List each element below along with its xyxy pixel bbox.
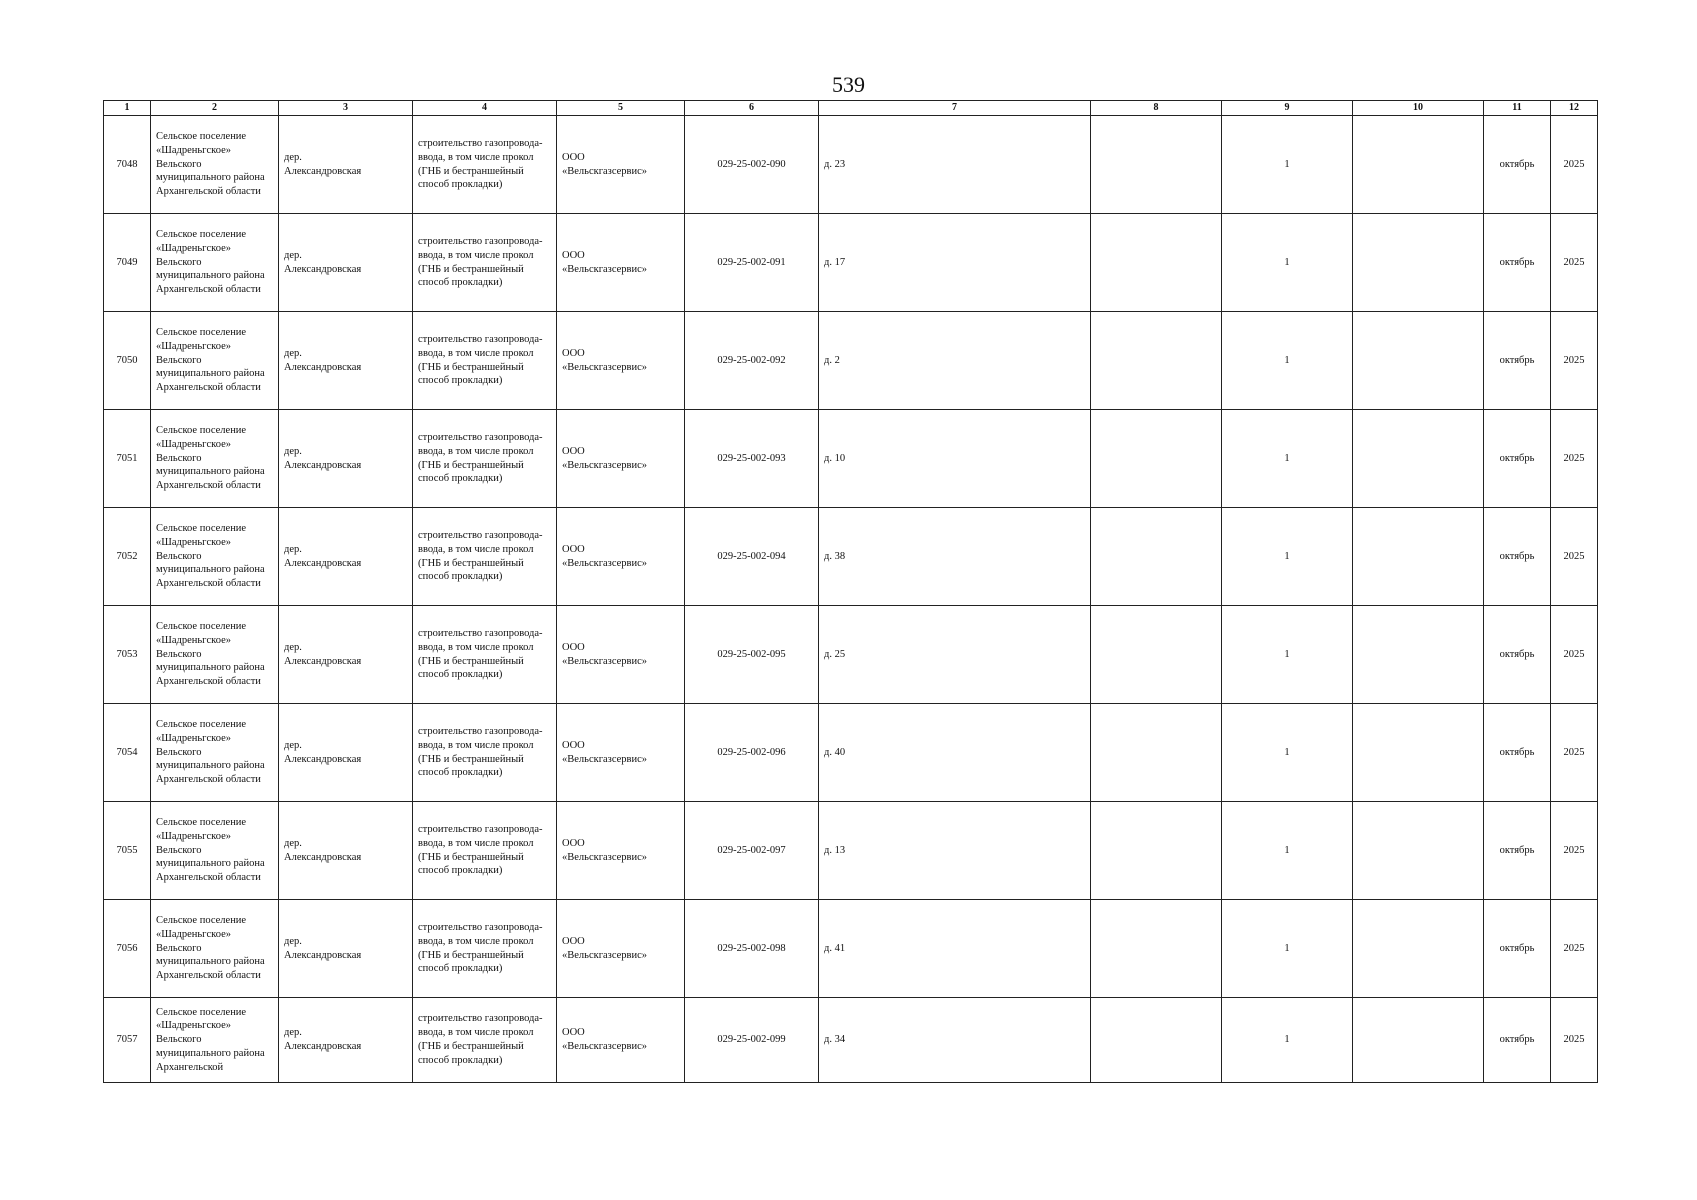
locality-name: дер. Александровская [279, 312, 413, 410]
row-number: 7053 [104, 606, 151, 704]
work-description: строительство газопровода-ввода, в том числе прокол (ГНБ и бестраншейный способ прокладки) [413, 508, 557, 606]
column-header: 5 [557, 101, 685, 116]
cell-col8 [1091, 214, 1222, 312]
month: октябрь [1484, 606, 1551, 704]
column-header: 7 [819, 101, 1091, 116]
month: октябрь [1484, 214, 1551, 312]
table-row [104, 410, 1598, 508]
organization-name: ООО «Вельскгазсервис» [557, 704, 685, 802]
house-address: д. 17 [819, 214, 1091, 312]
year: 2025 [1551, 410, 1598, 508]
cell-col10 [1353, 606, 1484, 704]
column-header: 2 [151, 101, 279, 116]
cell-col10 [1353, 312, 1484, 410]
cell-col8 [1091, 802, 1222, 900]
settlement-name: Сельское поселение «Шадреньгское» Вельского муниципального района Архангельской области [151, 116, 279, 214]
year: 2025 [1551, 802, 1598, 900]
work-description: строительство газопровода-ввода, в том числе прокол (ГНБ и бестраншейный способ прокладки) [413, 116, 557, 214]
month: октябрь [1484, 312, 1551, 410]
cell-col8 [1091, 704, 1222, 802]
column-header: 11 [1484, 101, 1551, 116]
year: 2025 [1551, 998, 1598, 1083]
settlement-name: Сельское поселение «Шадреньгское» Вельского муниципального района Архангельской области [151, 900, 279, 998]
table-body [104, 116, 1598, 1083]
year: 2025 [1551, 704, 1598, 802]
organization-name: ООО «Вельскгазсервис» [557, 998, 685, 1083]
year: 2025 [1551, 508, 1598, 606]
quantity: 1 [1222, 116, 1353, 214]
cell-col8 [1091, 900, 1222, 998]
object-code: 029-25-002-098 [685, 900, 819, 998]
month: октябрь [1484, 998, 1551, 1083]
cell-col10 [1353, 214, 1484, 312]
work-description: строительство газопровода-ввода, в том числе прокол (ГНБ и бестраншейный способ прокладки) [413, 312, 557, 410]
object-code: 029-25-002-095 [685, 606, 819, 704]
column-header: 6 [685, 101, 819, 116]
house-address: д. 40 [819, 704, 1091, 802]
locality-name: дер. Александровская [279, 116, 413, 214]
cell-col10 [1353, 900, 1484, 998]
house-address: д. 23 [819, 116, 1091, 214]
table-row [104, 900, 1598, 998]
cell-col10 [1353, 802, 1484, 900]
year: 2025 [1551, 606, 1598, 704]
registry-table [103, 100, 1598, 1083]
object-code: 029-25-002-094 [685, 508, 819, 606]
year: 2025 [1551, 116, 1598, 214]
cell-col8 [1091, 998, 1222, 1083]
organization-name: ООО «Вельскгазсервис» [557, 606, 685, 704]
month: октябрь [1484, 116, 1551, 214]
quantity: 1 [1222, 900, 1353, 998]
organization-name: ООО «Вельскгазсервис» [557, 214, 685, 312]
header-row [104, 101, 1598, 116]
cell-col10 [1353, 508, 1484, 606]
cell-col10 [1353, 704, 1484, 802]
object-code: 029-25-002-091 [685, 214, 819, 312]
table-row [104, 508, 1598, 606]
row-number: 7052 [104, 508, 151, 606]
column-header: 4 [413, 101, 557, 116]
cell-col10 [1353, 998, 1484, 1083]
row-number: 7056 [104, 900, 151, 998]
column-header: 8 [1091, 101, 1222, 116]
year: 2025 [1551, 214, 1598, 312]
organization-name: ООО «Вельскгазсервис» [557, 802, 685, 900]
quantity: 1 [1222, 214, 1353, 312]
cell-col8 [1091, 116, 1222, 214]
row-number: 7057 [104, 998, 151, 1083]
house-address: д. 2 [819, 312, 1091, 410]
organization-name: ООО «Вельскгазсервис» [557, 900, 685, 998]
quantity: 1 [1222, 704, 1353, 802]
house-address: д. 34 [819, 998, 1091, 1083]
locality-name: дер. Александровская [279, 410, 413, 508]
month: октябрь [1484, 802, 1551, 900]
organization-name: ООО «Вельскгазсервис» [557, 312, 685, 410]
row-number: 7048 [104, 116, 151, 214]
table-row [104, 312, 1598, 410]
locality-name: дер. Александровская [279, 508, 413, 606]
table-row [104, 214, 1598, 312]
column-header: 9 [1222, 101, 1353, 116]
table-row [104, 606, 1598, 704]
locality-name: дер. Александровская [279, 214, 413, 312]
house-address: д. 13 [819, 802, 1091, 900]
settlement-name: Сельское поселение «Шадреньгское» Вельского муниципального района Архангельской области [151, 410, 279, 508]
cell-col8 [1091, 312, 1222, 410]
column-header: 12 [1551, 101, 1598, 116]
organization-name: ООО «Вельскгазсервис» [557, 116, 685, 214]
object-code: 029-25-002-096 [685, 704, 819, 802]
settlement-name: Сельское поселение «Шадреньгское» Вельского муниципального района Архангельской области [151, 704, 279, 802]
locality-name: дер. Александровская [279, 900, 413, 998]
locality-name: дер. Александровская [279, 606, 413, 704]
locality-name: дер. Александровская [279, 802, 413, 900]
year: 2025 [1551, 312, 1598, 410]
settlement-name: Сельское поселение «Шадреньгское» Вельского муниципального района Архангельской области [151, 802, 279, 900]
work-description: строительство газопровода-ввода, в том числе прокол (ГНБ и бестраншейный способ прокладки) [413, 410, 557, 508]
table-row [104, 116, 1598, 214]
row-number: 7049 [104, 214, 151, 312]
cell-col8 [1091, 508, 1222, 606]
object-code: 029-25-002-090 [685, 116, 819, 214]
settlement-name: Сельское поселение «Шадреньгское» Вельского муниципального района Архангельской области [151, 214, 279, 312]
column-header: 10 [1353, 101, 1484, 116]
row-number: 7051 [104, 410, 151, 508]
settlement-name: Сельское поселение «Шадреньгское» Вельского муниципального района Архангельской [151, 998, 279, 1083]
organization-name: ООО «Вельскгазсервис» [557, 410, 685, 508]
work-description: строительство газопровода-ввода, в том числе прокол (ГНБ и бестраншейный способ прокладки) [413, 606, 557, 704]
year: 2025 [1551, 900, 1598, 998]
locality-name: дер. Александровская [279, 998, 413, 1083]
row-number: 7055 [104, 802, 151, 900]
month: октябрь [1484, 410, 1551, 508]
quantity: 1 [1222, 508, 1353, 606]
quantity: 1 [1222, 410, 1353, 508]
table-row [104, 998, 1598, 1083]
cell-col10 [1353, 410, 1484, 508]
column-header: 3 [279, 101, 413, 116]
work-description: строительство газопровода-ввода, в том числе прокол (ГНБ и бестраншейный способ прокладки) [413, 704, 557, 802]
organization-name: ООО «Вельскгазсервис» [557, 508, 685, 606]
object-code: 029-25-002-099 [685, 998, 819, 1083]
work-description: строительство газопровода-ввода, в том числе прокол (ГНБ и бестраншейный способ прокладки) [413, 214, 557, 312]
house-address: д. 38 [819, 508, 1091, 606]
work-description: строительство газопровода-ввода, в том числе прокол (ГНБ и бестраншейный способ прокладки) [413, 802, 557, 900]
settlement-name: Сельское поселение «Шадреньгское» Вельского муниципального района Архангельской области [151, 312, 279, 410]
house-address: д. 10 [819, 410, 1091, 508]
house-address: д. 25 [819, 606, 1091, 704]
settlement-name: Сельское поселение «Шадреньгское» Вельского муниципального района Архангельской области [151, 606, 279, 704]
month: октябрь [1484, 704, 1551, 802]
month: октябрь [1484, 900, 1551, 998]
month: октябрь [1484, 508, 1551, 606]
settlement-name: Сельское поселение «Шадреньгское» Вельского муниципального района Архангельской области [151, 508, 279, 606]
object-code: 029-25-002-097 [685, 802, 819, 900]
page-number: 539 [832, 72, 865, 97]
quantity: 1 [1222, 802, 1353, 900]
table-row [104, 704, 1598, 802]
object-code: 029-25-002-093 [685, 410, 819, 508]
object-code: 029-25-002-092 [685, 312, 819, 410]
work-description: строительство газопровода-ввода, в том числе прокол (ГНБ и бестраншейный способ прокладки) [413, 900, 557, 998]
locality-name: дер. Александровская [279, 704, 413, 802]
row-number: 7054 [104, 704, 151, 802]
work-description: строительство газопровода-ввода, в том числе прокол (ГНБ и бестраншейный способ прокладки) [413, 998, 557, 1083]
quantity: 1 [1222, 606, 1353, 704]
cell-col8 [1091, 410, 1222, 508]
house-address: д. 41 [819, 900, 1091, 998]
row-number: 7050 [104, 312, 151, 410]
column-header: 1 [104, 101, 151, 116]
table-row [104, 802, 1598, 900]
cell-col10 [1353, 116, 1484, 214]
cell-col8 [1091, 606, 1222, 704]
quantity: 1 [1222, 312, 1353, 410]
quantity: 1 [1222, 998, 1353, 1083]
